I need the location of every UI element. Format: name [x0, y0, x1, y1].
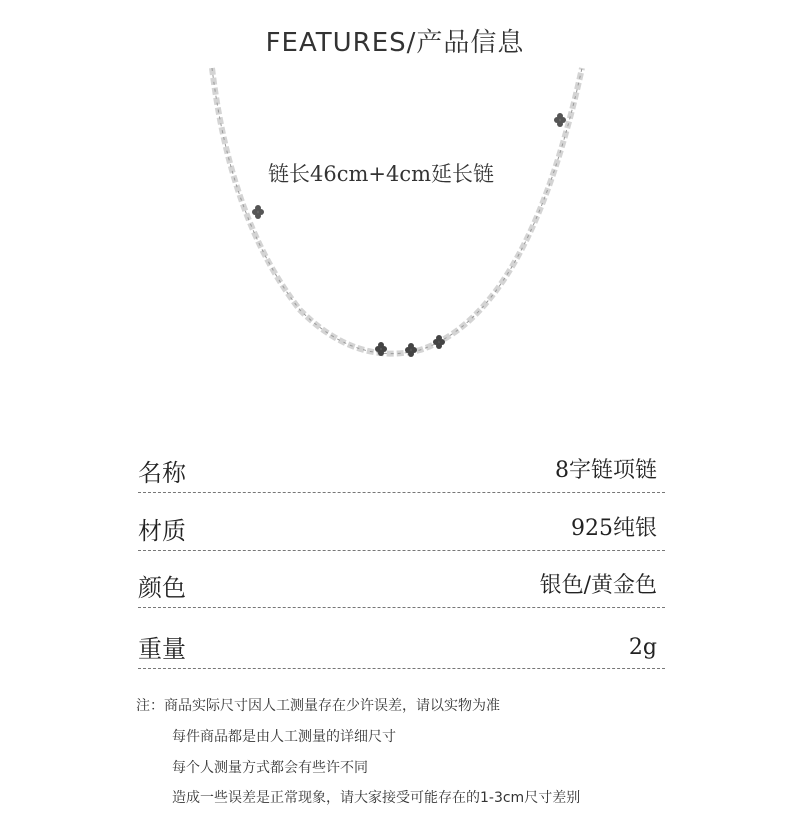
spec-value: 8字链项链	[555, 458, 657, 483]
spec-value: 925纯银	[571, 516, 657, 541]
chain-length-label: 链长46cm+4cm延长链	[268, 162, 495, 186]
spec-label: 名称	[138, 459, 186, 487]
spec-row-name	[138, 452, 665, 493]
note-line: 造成一些误差是正常现象，请大家接受可能存在的1-3cm尺寸差别	[172, 790, 581, 806]
spec-label: 重量	[138, 635, 186, 663]
note-line: 每个人测量方式都会有些许不同	[172, 760, 368, 776]
spec-value: 2g	[628, 635, 657, 660]
note-line: 每件商品都是由人工测量的详细尺寸	[172, 729, 396, 745]
note-line: 注：商品实际尺寸因人工测量存在少许误差，请以实物为准	[136, 698, 500, 714]
clover-charm	[252, 205, 264, 219]
spec-label: 材质	[138, 517, 186, 545]
spec-row-weight	[138, 628, 665, 669]
clover-charm	[554, 113, 566, 127]
spec-value: 银色/黄金色	[539, 573, 657, 598]
spec-label: 颜色	[138, 574, 186, 602]
clover-charm	[405, 343, 417, 357]
necklace-image	[190, 60, 610, 380]
spec-row-material	[138, 510, 665, 551]
page-title: FEATURES/产品信息	[265, 28, 525, 58]
spec-row-color	[138, 567, 665, 608]
